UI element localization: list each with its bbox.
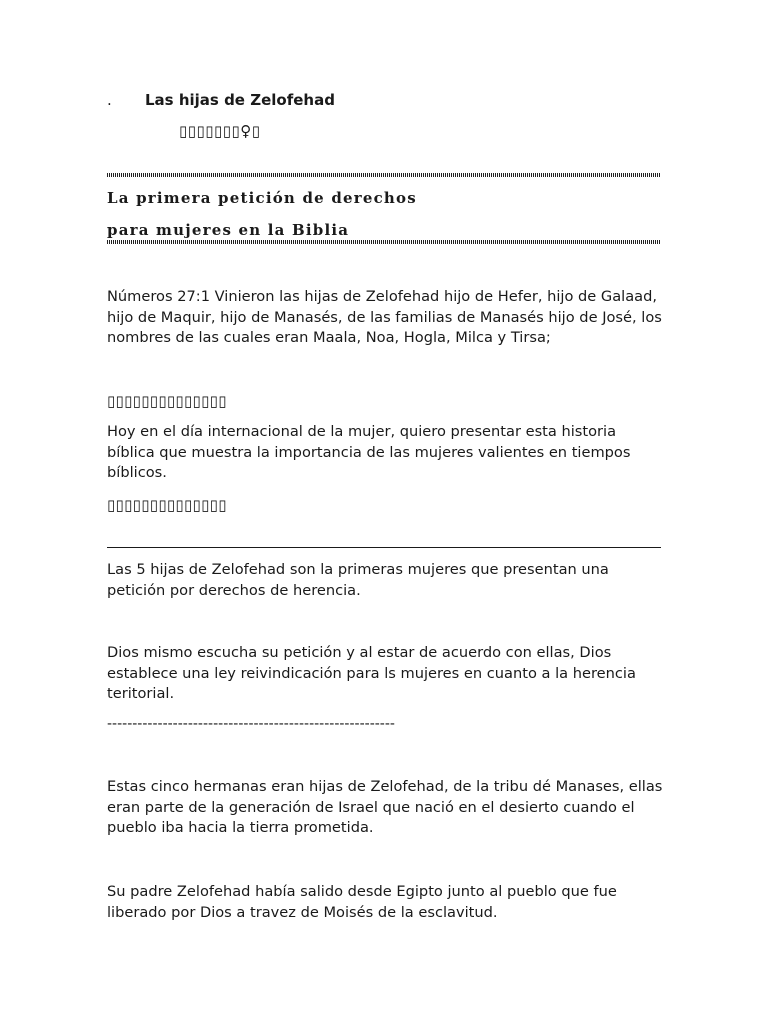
intro-paragraph: Hoy en el día internacional de la mujer, quiero presentar esta historia bíblica que muestra la importancia de las mujeres valientes en tiempos bíblicos. [107,423,631,482]
verse-paragraph: Números 27:1 Vinieron las hijas de Zelofehad hijo de Hefer, hijo de Galaad, hijo de Maquir, hijo de Manasés, de las familias de Manasés hijo de José, los nombres de las cuales eran Maala, Noa, Hogla, Milca y Tirsa; [107,288,662,347]
heading-top-rule [107,173,661,177]
heading-bottom-rule [107,240,661,244]
dashed-separator: --------------------------------------------------------- [107,716,395,732]
heading-line-1: La primera petición de derechos [107,189,417,207]
missing-glyph-line-2: ▯▯▯▯▯▯▯▯▯▯▯▯▯▯ [107,496,227,514]
section-divider [107,547,661,548]
document-title: Las hijas de Zelofehad [145,91,335,109]
missing-glyph-line-1: ▯▯▯▯▯▯▯▯▯▯▯▯▯▯ [107,392,227,410]
title-row [107,91,335,109]
paragraph-1: Las 5 hijas de Zelofehad son la primeras mujeres que presentan una petición por derechos de herencia. [107,561,609,599]
title-bullet: . [107,91,112,109]
heading-line-2: para mujeres en la Biblia [107,221,350,239]
paragraph-3: Estas cinco hermanas eran hijas de Zelofehad, de la tribu dé Manases, ellas eran parte de la generación de Israel que nació en el desierto cuando el pueblo iba hacia la tierra prometida. [107,778,663,837]
symbol-glyphs: ▯▯▯▯▯▯▯♀▯ [179,122,261,140]
paragraph-2: Dios mismo escucha su petición y al estar de acuerdo con ellas, Dios establece una ley reivindicación para ls mujeres en cuanto a la herencia teritorial. [107,644,636,703]
paragraph-4: Su padre Zelofehad había salido desde Egipto junto al pueblo que fue liberado por Dios a travez de Moisés de la esclavitud. [107,883,617,921]
